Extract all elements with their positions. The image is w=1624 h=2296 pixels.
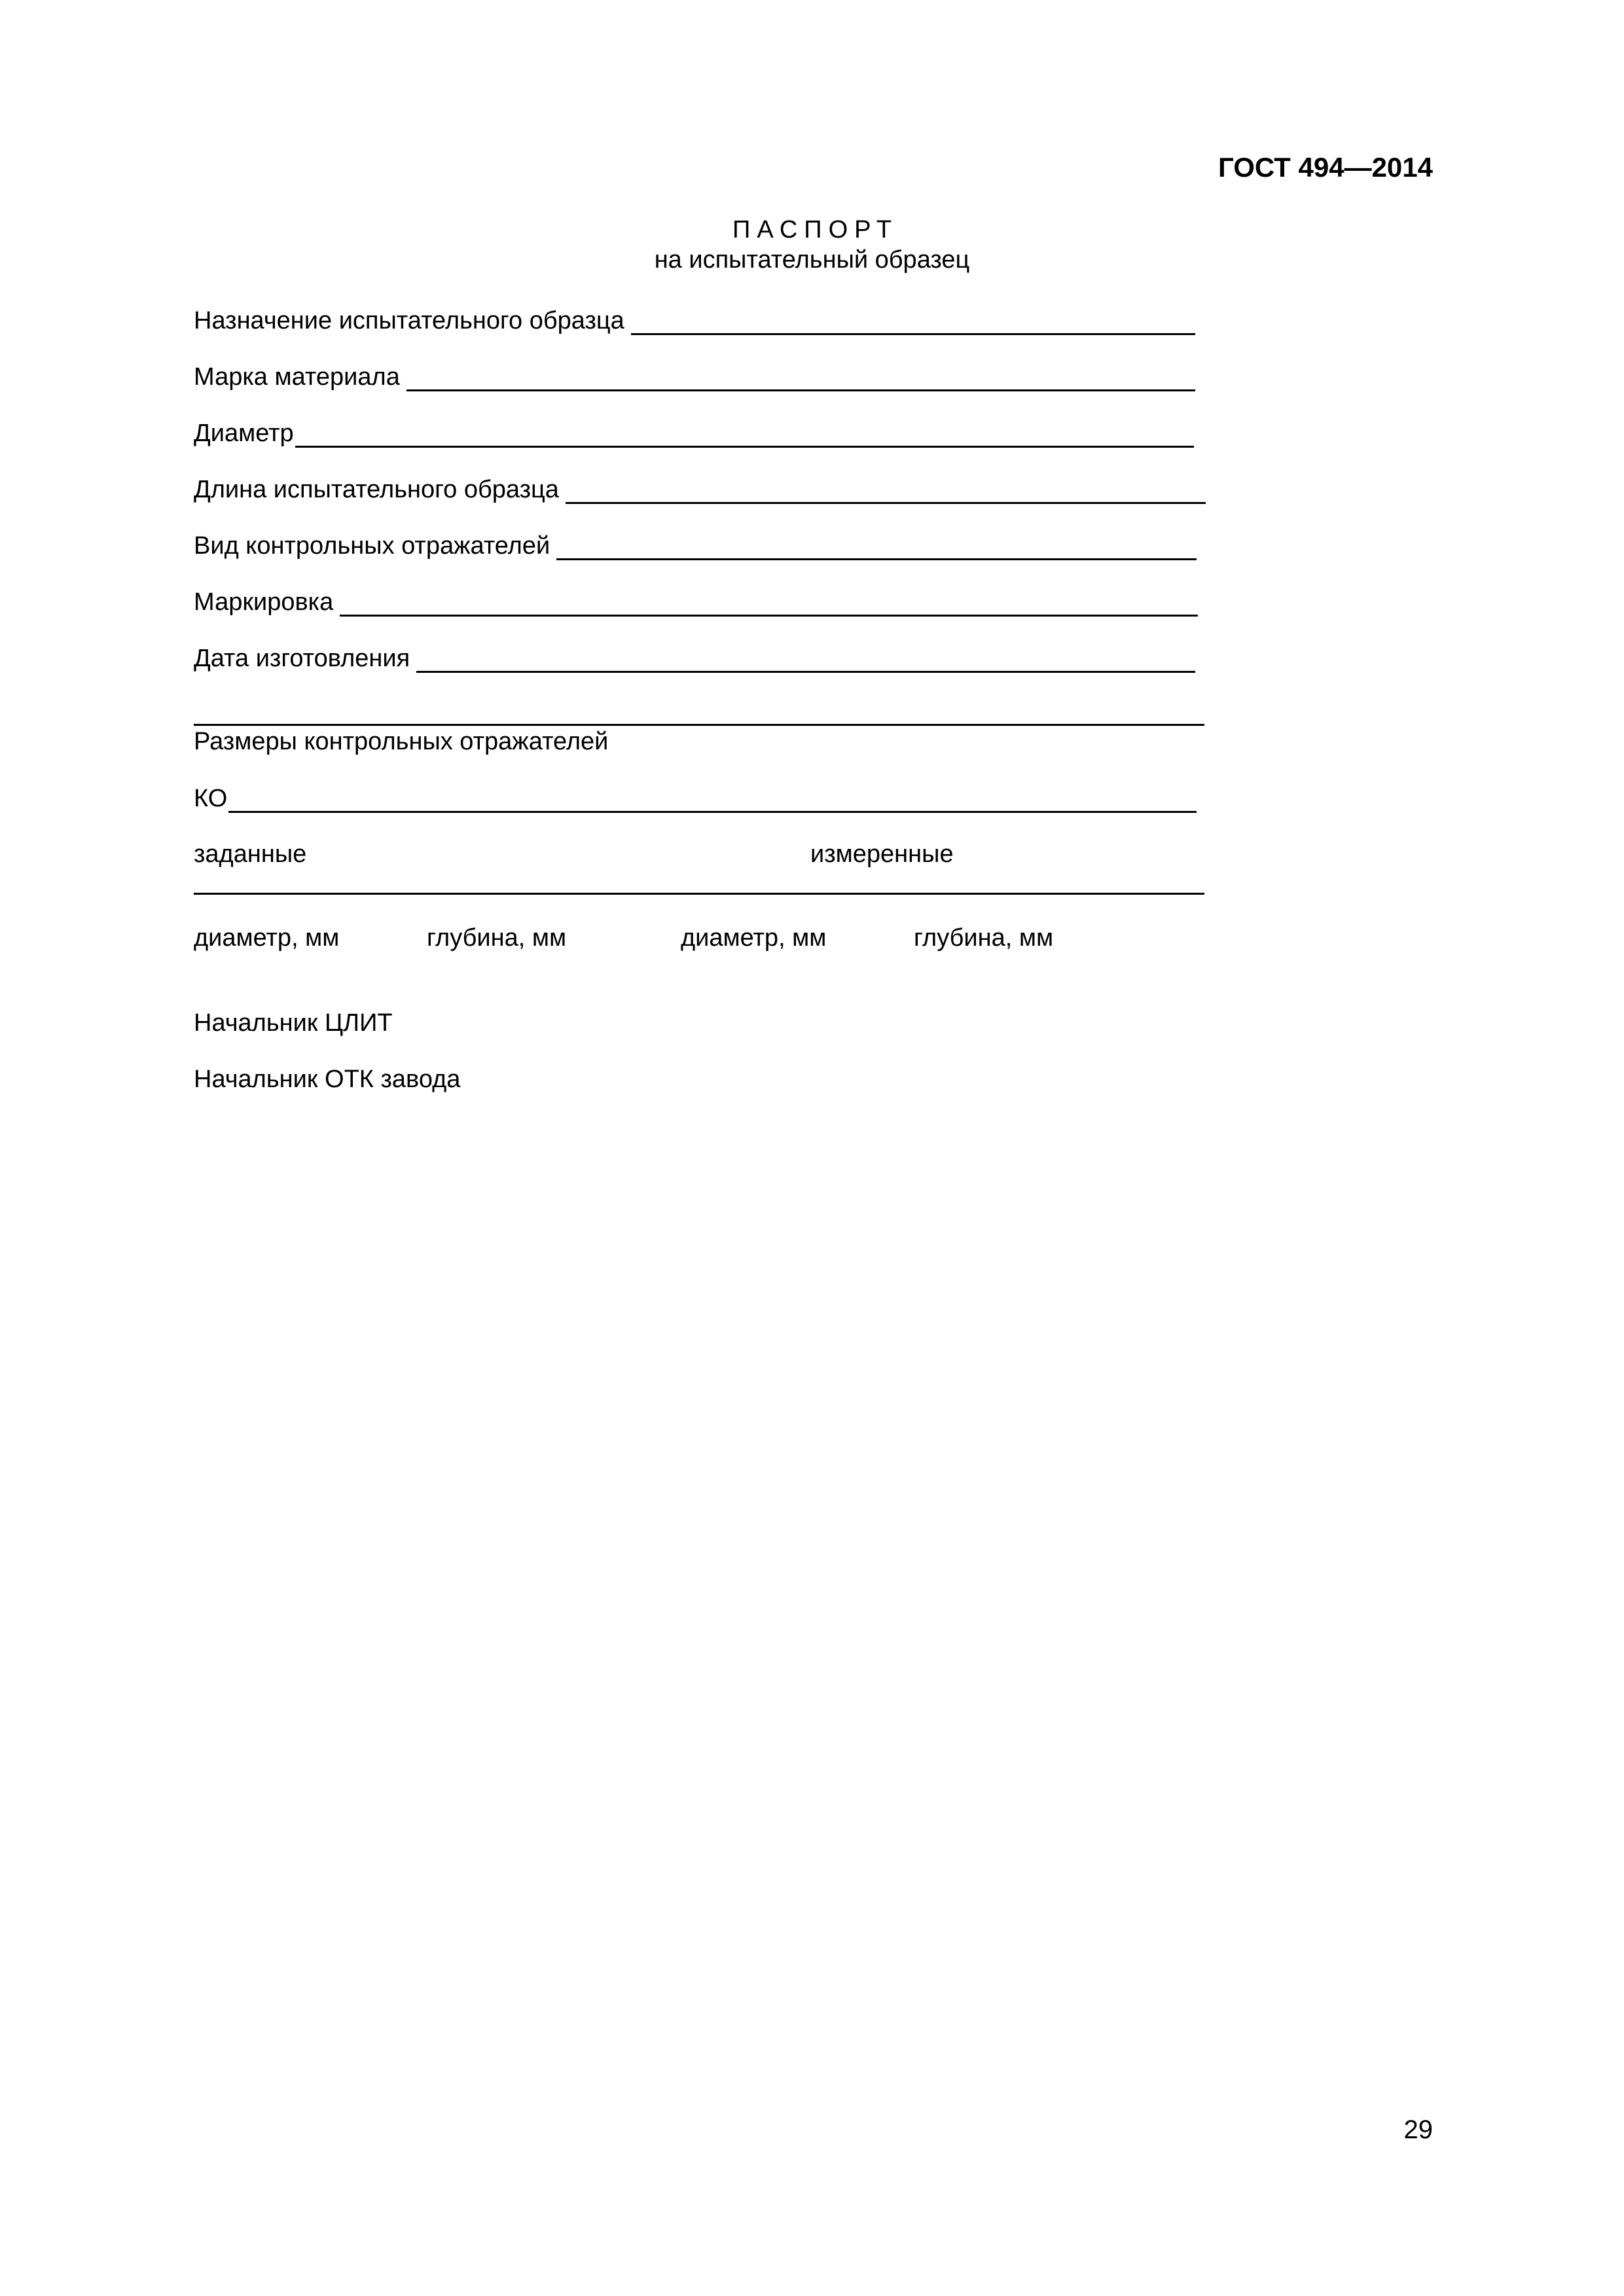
field-purpose <box>194 298 1195 335</box>
field-manufacture-date-label: Дата изготовления <box>194 645 410 672</box>
specified-label: заданные <box>194 840 307 868</box>
field-material-grade <box>194 355 1195 391</box>
field-diameter-label: Диаметр <box>194 420 294 447</box>
field-ko-line[interactable] <box>228 785 1197 813</box>
field-manufacture-date-line[interactable] <box>416 645 1195 673</box>
field-marking-line[interactable] <box>340 588 1198 617</box>
document-code: ГОСТ 494—2014 <box>1218 152 1433 183</box>
table-separator-line <box>194 893 1204 895</box>
field-diameter <box>194 411 1194 448</box>
column-specified-depth: глубина, мм <box>427 924 567 952</box>
field-diameter-line[interactable] <box>295 420 1194 448</box>
passport-subtitle: на испытательный образец <box>654 246 970 274</box>
field-marking <box>194 580 1198 617</box>
field-sample-length <box>194 467 1206 504</box>
field-sample-length-line[interactable] <box>566 476 1206 504</box>
field-reflector-type <box>194 524 1197 560</box>
field-reflector-type-label: Вид контрольных отражателей <box>194 532 550 560</box>
page-number: 29 <box>1403 2115 1433 2144</box>
signature-lab-head: Начальник ЦЛИТ <box>194 1009 393 1037</box>
column-specified-diameter: диаметр, мм <box>194 924 340 952</box>
column-measured-depth: глубина, мм <box>914 924 1054 952</box>
separator-line <box>194 724 1204 726</box>
field-marking-label: Маркировка <box>194 588 334 616</box>
field-material-grade-label: Марка материала <box>194 363 400 391</box>
reflector-sizes-heading: Размеры контрольных отражателей <box>194 728 609 755</box>
field-ko <box>194 776 1197 813</box>
field-manufacture-date <box>194 636 1195 673</box>
field-purpose-label: Назначение испытательного образца <box>194 307 624 334</box>
measured-label: измеренные <box>810 840 954 868</box>
field-material-grade-line[interactable] <box>406 363 1195 391</box>
passport-title: ПАСПОРТ <box>732 216 898 243</box>
field-purpose-line[interactable] <box>631 307 1195 335</box>
column-measured-diameter: диаметр, мм <box>681 924 827 952</box>
signature-qc-head: Начальник ОТК завода <box>194 1066 461 1093</box>
field-ko-label: КО <box>194 785 228 812</box>
field-reflector-type-line[interactable] <box>556 532 1197 560</box>
field-sample-length-label: Длина испытательного образца <box>194 476 559 503</box>
